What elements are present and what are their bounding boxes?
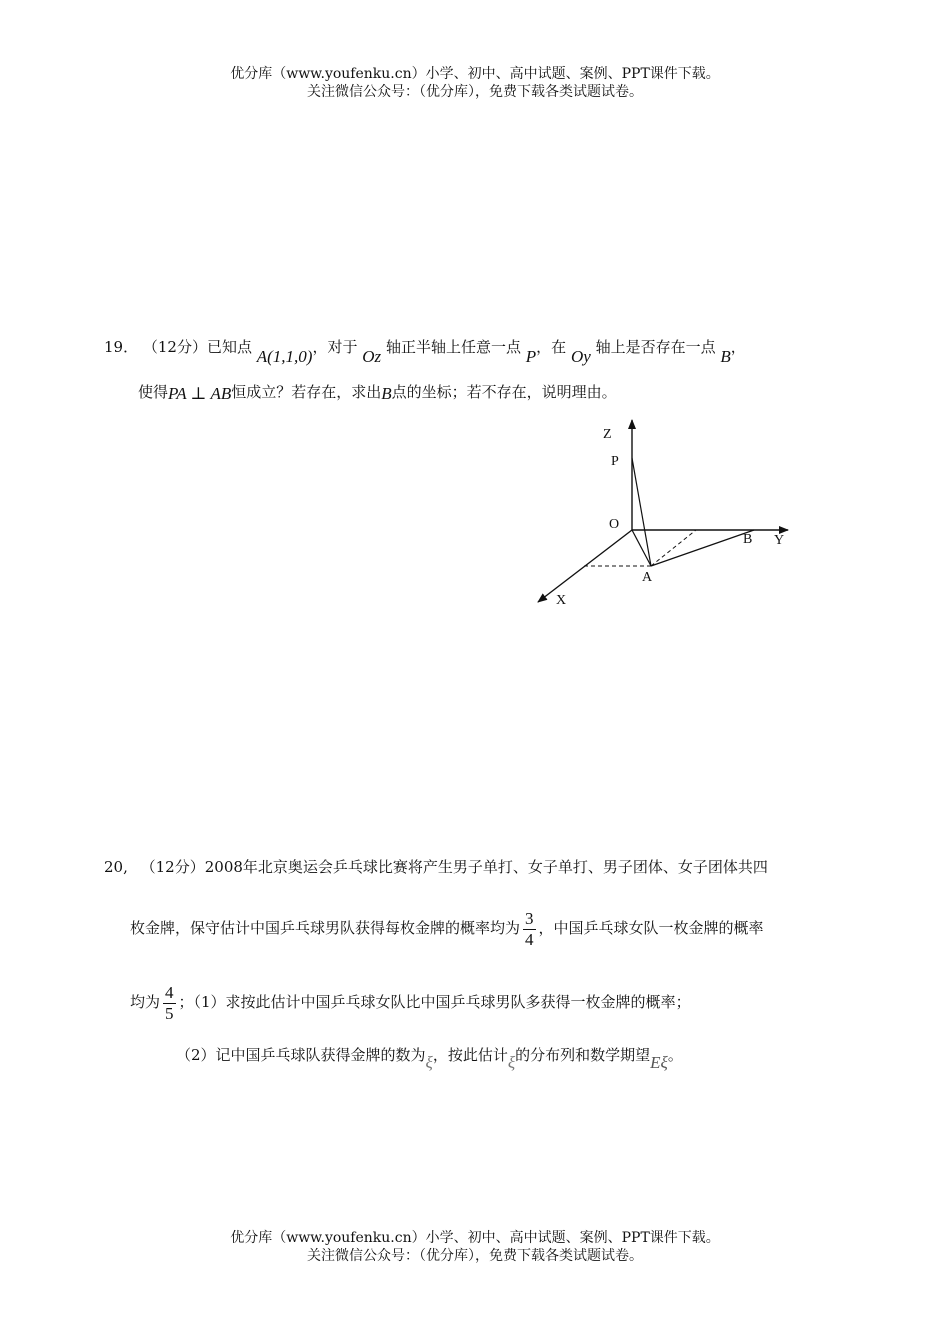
footer-line-2: 关注微信公众号：（优分库），免费下载各类试题试卷。 — [307, 1248, 643, 1264]
q20-line4-text-a: （2）记中国乒乓球队获得金牌的数为 — [176, 1046, 426, 1064]
frac2-numerator: 4 — [165, 982, 174, 1002]
q20-line3-text-b: ；（1）求按此估计中国乒乓球女队比中国乒乓球男队多获得一枚金牌的概率； — [178, 993, 691, 1011]
label-z: Z — [603, 427, 612, 442]
q19-perp-expr: PA ⊥ AB — [168, 384, 232, 403]
q20-line4-text-c: 的分布列和数学期望 — [515, 1046, 651, 1064]
q19-line2-text-b: 恒成立？若存在，求出 — [231, 383, 382, 401]
segment-pa — [632, 458, 651, 566]
q19-line2-text-c: 点的坐标；若不存在，说明理由。 — [391, 383, 617, 401]
label-o: O — [609, 517, 620, 532]
frac1-numerator: 3 — [525, 908, 534, 928]
q20-line-1 — [104, 856, 768, 878]
q19-point-b: B — [720, 347, 731, 366]
segment-ab — [651, 530, 754, 566]
q19-line-2 — [138, 380, 617, 404]
q20-xi-1: ξ — [425, 1053, 433, 1072]
q19-line2-text-a: 使得 — [138, 383, 169, 401]
frac1-denominator: 4 — [525, 929, 534, 949]
q19-text-4: ，在 — [536, 338, 567, 356]
q19-text-3: 轴正半轴上任意一点 — [385, 338, 521, 356]
label-y: Y — [774, 533, 785, 548]
label-b: B — [743, 532, 753, 547]
footer-line-1: 优分库（www.youfenku.cn）小学、初中、高中试题、案例、PPT课件下载。 — [230, 1230, 720, 1246]
q19-axis-oy: Oy — [570, 347, 591, 366]
label-a: A — [642, 570, 653, 585]
q19-line-1 — [104, 332, 746, 366]
q20-xi-2: ξ — [507, 1053, 516, 1072]
q20-line2-text-b: ，中国乒乓球女队一枚金牌的概率 — [538, 919, 764, 937]
q20-line-4 — [176, 1040, 683, 1070]
dashed-a-to-y — [651, 530, 696, 566]
q19-point-b-2: B — [381, 384, 392, 403]
q20-line-2 — [130, 906, 764, 950]
q20-line3-text-a: 均为 — [130, 993, 161, 1011]
q20-line4-text-d: 。 — [667, 1046, 683, 1064]
label-x: X — [556, 593, 567, 608]
header-line-2: 关注微信公众号：（优分库），免费下载各类试题试卷。 — [307, 84, 643, 100]
q19-point-p: P — [525, 347, 537, 366]
coordinate-figure — [520, 410, 810, 620]
frac2-denominator: 5 — [165, 1003, 174, 1023]
q19-text-6: ， — [730, 338, 746, 356]
label-p: P — [611, 454, 619, 469]
q19-text-5: 轴上是否存在一点 — [595, 338, 716, 356]
q20-line2-text-a: 枚金牌，保守估计中国乒乓球男队获得每枚金牌的概率均为 — [130, 919, 521, 937]
q20-score: （12分） — [140, 858, 205, 876]
q19-number: 19． — [104, 338, 139, 356]
q20-line-3 — [130, 980, 691, 1024]
q20-number: 20, — [104, 858, 128, 876]
q20-line1-text: 2008年北京奥运会乒乓球比赛将产生男子单打、女子单打、男子团体、女子团体共四 — [204, 858, 768, 876]
q19-point-a: A(1,1,0) — [256, 347, 313, 366]
q20-line4-text-b: ，按此估计 — [432, 1046, 508, 1064]
q20-fraction-3-4 — [523, 909, 536, 950]
q20-expectation: Eξ — [650, 1053, 668, 1072]
q19-text-1: 已知点 — [206, 338, 252, 356]
q19-axis-oz: Oz — [362, 347, 382, 366]
q19-text-2: ，对于 — [312, 338, 358, 356]
header-line-1: 优分库（www.youfenku.cn）小学、初中、高中试题、案例、PPT课件下载。 — [230, 66, 720, 82]
q20-fraction-4-5 — [163, 983, 176, 1024]
q19-score: （12分） — [142, 338, 207, 356]
